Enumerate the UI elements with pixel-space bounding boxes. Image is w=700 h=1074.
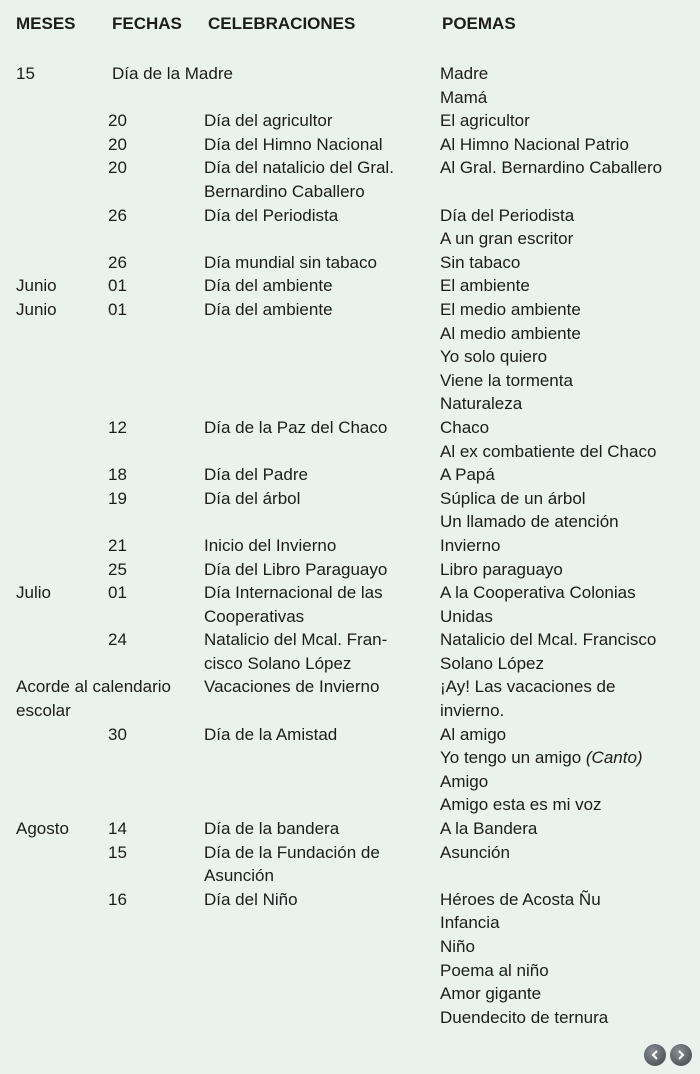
poema-text: Duendecito de ternura: [440, 1007, 609, 1027]
poema-text: Natalicio del Mcal. Francisco: [440, 630, 657, 650]
poema-text: Mamá: [440, 87, 488, 107]
table-row: [0, 133, 700, 157]
row-celebracion: [204, 156, 436, 203]
row-poemas: [440, 298, 698, 416]
poema-text: A la Bandera: [440, 819, 538, 839]
poema-title: [440, 558, 698, 582]
row-poemas: [440, 558, 698, 582]
table-row: [0, 888, 700, 1030]
table-row: [0, 62, 700, 109]
poema-title: [440, 723, 698, 747]
row-celebracion: [204, 628, 436, 675]
poema-title: [440, 605, 698, 629]
poema-title: [440, 534, 698, 558]
celebracion-line: Día del agricultor: [204, 111, 333, 131]
row-poemas: [440, 251, 698, 275]
celebracion-line: Día del Libro Paraguayo: [204, 559, 388, 579]
celebracion-line: Día del Niño: [204, 889, 298, 909]
celebracion-line: Día del Himno Nacional: [204, 134, 383, 154]
row-fecha: 24: [108, 630, 127, 650]
poema-text: El medio ambiente: [440, 299, 581, 319]
celebracion-line: Día de la Fundación de: [204, 842, 380, 862]
poema-title: [440, 416, 698, 440]
celebracion-line: Natalicio del Mcal. Fran-: [204, 630, 388, 650]
row-fecha: 14: [108, 819, 127, 839]
row-celebracion: [204, 487, 436, 511]
poema-text: Yo tengo un amigo: [440, 748, 582, 768]
poema-title: [440, 770, 698, 794]
row-celebracion: [204, 534, 436, 558]
row-celebracion: [204, 251, 436, 275]
row-celebracion: [204, 841, 436, 888]
row-celebracion: [204, 558, 436, 582]
row-poemas: [440, 156, 698, 180]
celebracion-line: Bernardino Caballero: [204, 181, 365, 201]
poema-text: invierno.: [440, 701, 505, 721]
poema-text: Al Himno Nacional Patrio: [440, 134, 629, 154]
celebracion-line: Día del árbol: [204, 488, 301, 508]
table-row: [0, 841, 700, 888]
row-fecha: 01: [108, 299, 127, 319]
poema-text: ¡Ay! Las vacaciones de: [440, 677, 616, 697]
row-fecha: 01: [108, 583, 127, 603]
table-row: [0, 487, 700, 534]
celebracion-line: Día del natalicio del Gral.: [204, 158, 394, 178]
row-celebracion: [204, 298, 436, 322]
row-celebracion: [204, 723, 436, 747]
celebracion-line: Cooperativas: [204, 606, 305, 626]
celebracion-line: Día de la bandera: [204, 819, 340, 839]
poema-title: [440, 369, 698, 393]
table-row: [0, 817, 700, 841]
row-celebracion: [204, 817, 436, 841]
poema-title: [440, 156, 698, 180]
table-row: [0, 463, 700, 487]
row-mes: Acorde al calendario escolar: [16, 677, 171, 721]
poema-title: [440, 817, 698, 841]
poema-text: Niño: [440, 937, 475, 957]
poema-title: [440, 463, 698, 487]
poema-text: Héroes de Acosta Ñu: [440, 889, 601, 909]
celebracion-line: Asunción: [204, 866, 274, 886]
row-celebracion: [112, 62, 344, 86]
poema-text: Un llamado de atención: [440, 512, 619, 532]
header-poemas: POEMAS: [442, 14, 516, 33]
poema-text: A Papá: [440, 465, 495, 485]
poema-text: Al amigo: [440, 724, 507, 744]
table-row: [0, 723, 700, 817]
poema-title: [440, 935, 698, 959]
row-celebracion: [204, 463, 436, 487]
poema-text: Sin tabaco: [440, 252, 521, 272]
row-fecha: 20: [108, 134, 127, 154]
row-poemas: [440, 416, 698, 463]
celebracion-line: Día de la Paz del Chaco: [204, 417, 388, 437]
canto-label: (Canto): [585, 748, 643, 768]
table-row: [0, 675, 700, 722]
celebracion-line: Vacaciones de Invierno: [204, 677, 380, 697]
poema-text: Asunción: [440, 842, 510, 862]
poema-text: Madre: [440, 64, 489, 83]
row-fecha: 12: [108, 417, 127, 437]
row-celebracion: [204, 416, 436, 440]
row-fecha: 19: [108, 488, 127, 508]
poema-title: [440, 959, 698, 983]
poema-text: Chaco: [440, 417, 490, 437]
row-fecha: 16: [108, 889, 127, 909]
poema-title: [440, 793, 698, 817]
table-row: [0, 204, 700, 251]
table-row: [0, 581, 700, 628]
poema-title: [440, 487, 698, 511]
row-poemas: [440, 487, 698, 534]
row-fecha: 20: [108, 111, 127, 131]
row-celebracion: [204, 274, 436, 298]
row-celebracion: [204, 675, 436, 699]
table-row: [0, 274, 700, 298]
poema-text: Día del Periodista: [440, 205, 575, 225]
row-mes: 15: [16, 64, 35, 83]
celebracion-line: Día del Periodista: [204, 205, 339, 225]
header-fechas: FECHAS: [112, 14, 182, 33]
poema-text: Al Gral. Bernardino Caballero: [440, 158, 663, 178]
poema-title: [440, 510, 698, 534]
row-fecha: 01: [108, 276, 127, 296]
table-row: [0, 109, 700, 133]
table-row: [0, 534, 700, 558]
table-row: [0, 156, 700, 203]
row-fecha: 30: [108, 724, 127, 744]
poema-text: El agricultor: [440, 111, 530, 131]
page-navigation: [644, 1044, 692, 1066]
table-row: [0, 298, 700, 416]
row-poemas: [440, 581, 698, 628]
poema-title: [440, 628, 698, 652]
poema-text: A un gran escritor: [440, 229, 574, 249]
row-mes: Junio: [16, 276, 57, 296]
row-fecha: 26: [108, 252, 127, 272]
poema-title: [440, 322, 698, 346]
poema-title: [440, 251, 698, 275]
row-poemas: [440, 534, 698, 558]
poema-text: Yo solo quiero: [440, 347, 548, 367]
next-page-button[interactable]: [670, 1044, 692, 1066]
row-fecha: 21: [108, 535, 127, 555]
poema-title: [440, 841, 698, 865]
poema-title: [440, 274, 698, 298]
celebracion-line: cisco Solano López: [204, 653, 352, 673]
celebracion-line: Día Internacional de las: [204, 583, 383, 603]
table-row: [0, 628, 700, 675]
row-poemas: [440, 675, 698, 722]
row-poemas: [440, 841, 698, 865]
row-poemas: [440, 463, 698, 487]
celebracion-line: Día del Padre: [204, 465, 308, 485]
row-poemas: [440, 888, 698, 1030]
poema-text: A la Cooperativa Colonias: [440, 583, 636, 603]
poema-text: Libro paraguayo: [440, 559, 563, 579]
row-mes: Julio: [16, 583, 51, 603]
row-celebracion: [204, 581, 436, 628]
prev-page-button[interactable]: [644, 1044, 666, 1066]
row-mes: Agosto: [16, 819, 69, 839]
poema-text: Al ex combatiente del Chaco: [440, 441, 657, 461]
table-row: [0, 558, 700, 582]
celebracion-line: Día de la Madre: [112, 64, 233, 83]
poema-title: [440, 581, 698, 605]
poema-text: Unidas: [440, 606, 493, 626]
poema-text: Solano López: [440, 653, 544, 673]
poema-title: [440, 227, 698, 251]
poema-text: Súplica de un árbol: [440, 488, 586, 508]
row-poemas: [440, 109, 698, 133]
poema-text: Poema al niño: [440, 960, 549, 980]
poema-title: [440, 982, 698, 1006]
celebracion-line: Día mundial sin tabaco: [204, 252, 377, 272]
poema-title: [440, 392, 698, 416]
row-celebracion: [204, 133, 436, 157]
poema-text: Infancia: [440, 913, 500, 933]
row-poemas: [440, 628, 698, 675]
poema-title: [440, 888, 698, 912]
row-poemas: [440, 133, 698, 157]
celebracion-line: Día del ambiente: [204, 276, 333, 296]
poema-title: [440, 1006, 698, 1030]
poema-title: [440, 675, 698, 699]
poema-text: Al medio ambiente: [440, 323, 581, 343]
poema-title: [440, 133, 698, 157]
row-celebracion: [204, 109, 436, 133]
celebracion-line: Inicio del Invierno: [204, 535, 337, 555]
poema-text: El ambiente: [440, 276, 530, 296]
poema-title: [440, 86, 698, 110]
poema-text: Amigo esta es mi voz: [440, 795, 602, 815]
celebracion-line: Día de la Amistad: [204, 724, 338, 744]
poema-title: [440, 911, 698, 935]
row-fecha: 25: [108, 559, 127, 579]
poema-title: [440, 204, 698, 228]
row-fecha: 15: [108, 842, 127, 862]
chevron-left-icon: [649, 1049, 661, 1061]
row-fecha: 20: [108, 158, 127, 178]
poema-text: Amor gigante: [440, 984, 542, 1004]
poema-text: Naturaleza: [440, 394, 523, 414]
poema-title: [440, 109, 698, 133]
row-poemas: [440, 204, 698, 251]
poema-text: Amigo: [440, 771, 489, 791]
header-celebraciones: CELEBRACIONES: [208, 14, 356, 33]
poema-text: Invierno: [440, 535, 501, 555]
chevron-right-icon: [675, 1049, 687, 1061]
row-fecha: 18: [108, 465, 127, 485]
table-header: [0, 14, 700, 42]
row-poemas: [440, 723, 698, 817]
poema-title: [440, 699, 698, 723]
row-poemas: [440, 274, 698, 298]
table-row: [0, 251, 700, 275]
header-meses: MESES: [16, 14, 76, 33]
row-celebracion: [204, 888, 436, 912]
row-fecha: 26: [108, 205, 127, 225]
poema-text: Viene la tormenta: [440, 370, 573, 390]
poema-title: [440, 62, 698, 86]
poema-title: [440, 298, 698, 322]
poema-title: [440, 746, 698, 770]
celebracion-line: Día del ambiente: [204, 299, 333, 319]
celebrations-table: [0, 62, 700, 1029]
poema-title: [440, 652, 698, 676]
row-poemas: [440, 62, 698, 109]
poema-title: [440, 440, 698, 464]
poema-title: [440, 345, 698, 369]
row-poemas: [440, 817, 698, 841]
table-row: [0, 416, 700, 463]
row-celebracion: [204, 204, 436, 228]
row-mes: Junio: [16, 299, 57, 319]
